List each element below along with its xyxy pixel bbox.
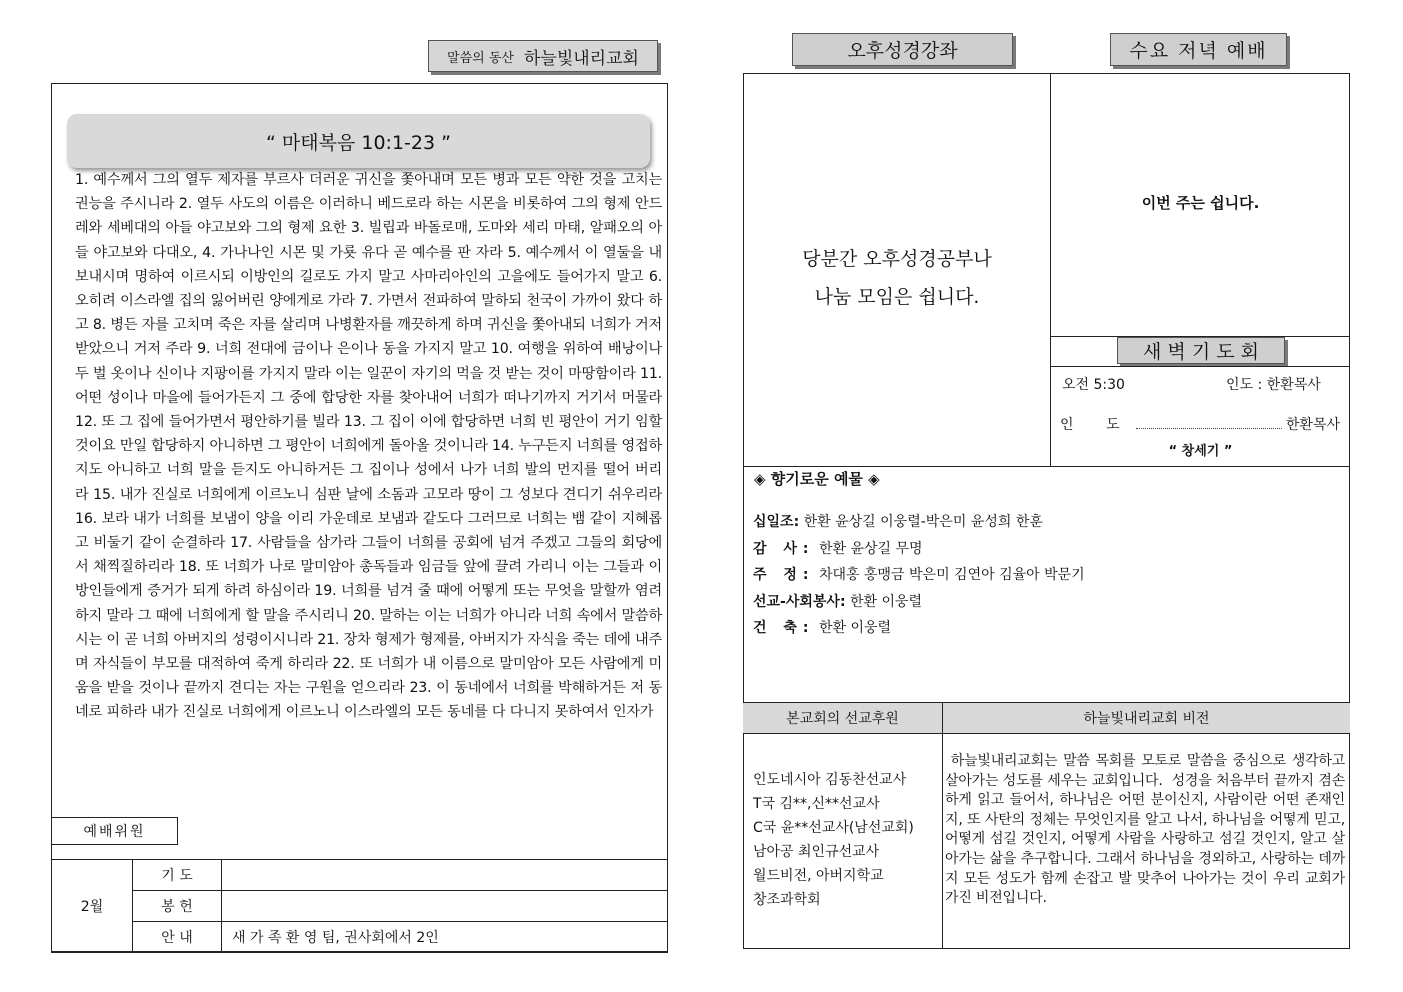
dawn-time: 오전 5:30 bbox=[1062, 377, 1125, 393]
worship-committee-label: 예배위원 bbox=[83, 824, 146, 840]
offering-row bbox=[753, 562, 1343, 589]
worship-month: 2월 bbox=[52, 860, 133, 953]
mission-item: C국 윤**선교사(남선교회) bbox=[753, 820, 914, 836]
offering-label: 십일조: bbox=[753, 514, 800, 530]
dawn-info-top-border bbox=[1050, 366, 1350, 367]
mission-item: 월드비전, 아버지학교 bbox=[753, 868, 884, 884]
afternoon-class-title: 오후성경강좌 bbox=[847, 40, 958, 62]
offering-names: 한환 이웅렬 bbox=[850, 593, 923, 610]
offering-row bbox=[753, 509, 1343, 536]
dawn-leader-top: 인도 : 한환목사 bbox=[1226, 377, 1321, 393]
worship-row-label: 봉 헌 bbox=[133, 891, 222, 922]
offering-top-border bbox=[743, 466, 1350, 467]
header-church-name: 하늘빛내리교회 bbox=[523, 48, 639, 69]
afternoon-notice-line1: 당분간 오후성경공부나 bbox=[802, 248, 992, 270]
worship-row-label: 안 내 bbox=[133, 922, 222, 953]
mission-item: T국 김**,신**선교사 bbox=[753, 796, 880, 812]
wednesday-service-title: 수요 저녁 예배 bbox=[1129, 40, 1268, 62]
offering-names: 한환 이웅렬 bbox=[818, 620, 892, 636]
offering-names: 차대홍 홍맹금 박은미 김연아 김율아 박문기 bbox=[818, 567, 1085, 583]
top-section-divider bbox=[1050, 73, 1051, 466]
mission-list bbox=[753, 768, 939, 912]
header-label: 말씀의 동산 bbox=[447, 50, 514, 66]
worship-committee-table bbox=[51, 859, 668, 953]
mission-column-divider bbox=[942, 702, 943, 949]
vision-text: 하늘빛내리교회는 말씀 목회를 모토로 말씀을 중심으로 생각하고 살아가는 성도를 세우는 교회입니다. 성경을 처음부터 끝까지 겸손하게 읽고 들어서, 하나님은 어떤 분이신지, 사람이란 어떤 존재인지, 또 사탄의 정체는 무엇인지를 알고 나서, 하나님을 어떻게 믿고, 어떻게 섬길 것인지, 어떻게 사람을 사랑하고 섬길 것인지, 알고 살아가는 삶을 추구합니다. 그래서 하나님을 경외하고, 사랑하는 데까지 모든 성도가 함께 손잡고 발 맞추어 나아가는 것이 우리 교회가 가진 비전입니다. bbox=[945, 753, 1350, 907]
dawn-prayer-title-box bbox=[1117, 337, 1285, 364]
mission-item: 남아공 최인규선교사 bbox=[753, 844, 880, 860]
scripture-title-box bbox=[67, 114, 650, 168]
worship-row-value bbox=[222, 891, 668, 922]
worship-committee-label-box bbox=[51, 817, 178, 845]
offering-label: 건 축: bbox=[753, 620, 815, 636]
offering-names: 한환 윤상길 이웅렬-박은미 윤성희 한훈 bbox=[803, 514, 1043, 530]
offering-label: 선교-사회봉사: bbox=[753, 593, 846, 610]
offering-title: ◈ 향기로운 예물 ◈ bbox=[754, 470, 880, 488]
wednesday-service-title-box bbox=[1110, 33, 1287, 66]
mission-header: 본교회의 선교후원 bbox=[786, 711, 899, 727]
mission-item: 인도네시아 김동찬선교사 bbox=[753, 772, 907, 788]
scripture-text: 1. 예수께서 그의 열두 제자를 부르사 더러운 귀신을 쫓아내며 모든 병과 모든 약한 것을 고치는 권능을 주시니라 2. 열두 사도의 이름은 이러하니 베드로라 하는 시몬을 비롯하여 그의 형제 안드레와 세베대의 아들 야고보와 그의 형제 요한 3. 빌립과 바돌로매, 도마와 세리 마태, 알패오의 아들 야고보와 다대오, 4. 가나나인 시몬 및 가룟 유다 곧 예수를 판 자라 5. 예수께서 이 열둘을 내보내시며 명하여 이르시되 이방인의 길로도 가지 말고 사마리아인의 고을에도 들어가지 말고 6. 오히려 이스라엘 집의 잃어버린 양에게로 가라 7. 가면서 전파하여 말하되 천국이 가까이 왔다 하고 8. 병든 자를 고치며 죽은 자를 살리며 나병환자를 깨끗하게 하며 귀신을 쫓아내되 너희가 거저 받았으니 거저 주라 9. 너희 전대에 금이나 은이나 동을 가지지 말고 10. 여행을 위하여 배낭이나 두 벌 옷이나 신이나 지팡이를 가지지 말라 이는 일꾼이 자기의 먹을 것 받는 것이 마땅함이라 11. 어떤 성이나 마을에 들어가든지 그 중에 합당한 자를 찾아내어 너희가 떠나기까지 거기서 머물라 12. 또 그 집에 들어가면서 평안하기를 빌라 13. 그 집이 이에 합당하면 너희 빈 평안이 거기 임할 것이요 만일 합당하지 아니하면 그 평안이 너희에게 돌아올 것이니라 14. 누구든지 너희를 영접하지도 아니하고 너희 말을 듣지도 아니하거든 그 집이나 성에서 나가 너희 발의 먼지를 떨어 버리라 15. 내가 진실로 너희에게 이르노니 심판 날에 소돔과 고모라 땅이 그 성보다 견디기 쉬우리라 16. 보라 내가 너희를 보냄이 양을 이리 가운데로 보냄과 같도다 그러므로 너희는 뱀 같이 지혜롭고 비둘기 같이 순결하라 17. 사람들을 삼가라 그들이 너희를 공회에 넘겨 주겠고 그들의 회당에서 채찍질하리라 18. 또 너희가 나로 말미암아 총독들과 임금들 앞에 끌려 가리니 이는 그들과 이방인들에게 증거가 되게 하려 하심이라 19. 너희를 넘겨 줄 때에 어떻게 또는 무엇을 말할까 염려하지 말라 그 때에 너희에게 할 말을 주시리니 20. 말하는 이는 너희가 아니라 너희 속에서 말씀하시는 이 곧 너희 아버지의 성령이시니라 21. 장차 형제가 형제를, 아버지가 자식을 죽는 데에 내주며 자식들이 부모를 대적하여 죽게 하리라 22. 또 너희가 내 이름으로 말미암아 모든 사람에게 미움을 받을 것이나 끝까지 견디는 자는 구원을 얻으리라 23. 이 동네에서 너희를 박해하거든 저 동네로 피하라 내가 진실로 너희에게 이르노니 이스라엘의 모든 동네를 다 다니지 못하여서 인자가 bbox=[75, 172, 662, 721]
church-header-box bbox=[428, 40, 658, 72]
dawn-leader-name: 한환목사 bbox=[1285, 417, 1340, 433]
dawn-leader-dots bbox=[1136, 420, 1282, 429]
mission-item: 창조과학회 bbox=[753, 892, 821, 908]
dawn-prayer-title: 새 벽 기 도 회 bbox=[1143, 341, 1259, 363]
scripture-title: “ 마태복음 10:1-23 ” bbox=[266, 131, 451, 154]
worship-row-label: 기 도 bbox=[133, 860, 222, 891]
dawn-leader-label: 인 도 bbox=[1060, 417, 1134, 433]
dawn-scripture: “ 창세기 ” bbox=[1168, 444, 1233, 459]
offering-label: 감 사: bbox=[753, 540, 815, 557]
afternoon-notice-line2: 나눔 모임은 쉽니다. bbox=[814, 286, 980, 308]
worship-row-value: 새 가 족 환 영 팀, 권사회에서 2인 bbox=[222, 922, 668, 953]
offering-row bbox=[753, 536, 1343, 563]
afternoon-class-title-box bbox=[792, 33, 1013, 66]
vision-header: 하늘빛내리교회 비전 bbox=[1083, 711, 1210, 727]
afternoon-notice bbox=[744, 240, 1050, 316]
offering-row bbox=[753, 589, 1343, 616]
offering-label: 주 정: bbox=[753, 567, 815, 583]
offering-row bbox=[753, 615, 1343, 642]
offering-list bbox=[753, 509, 1343, 642]
worship-row-value bbox=[222, 860, 668, 891]
wednesday-notice: 이번 주는 쉽니다. bbox=[1141, 194, 1260, 212]
dawn-leader-row bbox=[1060, 414, 1340, 434]
offering-names: 한환 윤상길 무명 bbox=[818, 540, 923, 557]
